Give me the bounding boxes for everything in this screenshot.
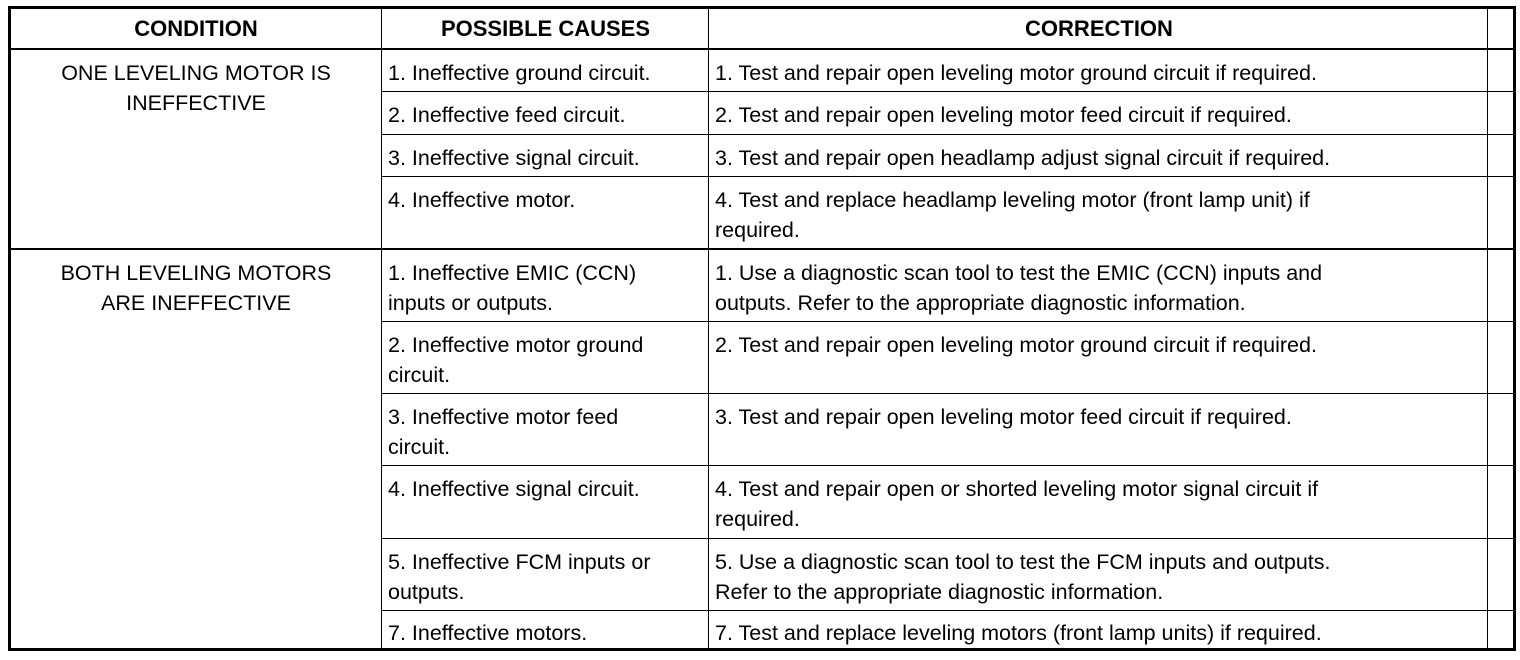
cause-cell (388, 618, 587, 648)
cause-line: 7. Ineffective motors. (388, 621, 588, 645)
correction-cell (715, 58, 1317, 88)
correction-cell (715, 330, 1317, 360)
cause-line: 1. Ineffective EMIC (CCN) (388, 261, 637, 285)
condition-line: BOTH LEVELING MOTORS (60, 261, 332, 285)
cause-line: 5. Ineffective FCM inputs or (388, 550, 651, 574)
cause-cell (388, 258, 636, 318)
cause-cell (388, 330, 643, 390)
correction-cell (715, 258, 1322, 318)
row-divider (382, 538, 1513, 539)
correction-cell (715, 143, 1330, 173)
correction-line: 5. Use a diagnostic scan tool to test the FCM inputs and outputs. (715, 550, 1331, 574)
correction-line: 1. Use a diagnostic scan tool to test the EMIC (CCN) inputs and (715, 261, 1323, 285)
cause-line: 3. Ineffective signal circuit. (388, 146, 640, 170)
cause-cell (388, 143, 640, 173)
correction-cell (715, 474, 1318, 534)
correction-line: required. (715, 507, 800, 531)
row-divider (382, 393, 1513, 394)
correction-cell (715, 185, 1310, 245)
cause-line: circuit. (388, 435, 451, 459)
row-divider (382, 176, 1513, 177)
correction-cell (715, 100, 1292, 130)
table-header (11, 9, 1513, 50)
cause-line: 2. Ineffective motor ground (388, 333, 644, 357)
correction-cell (715, 402, 1292, 432)
cause-line: 4. Ineffective signal circuit. (388, 477, 640, 501)
cause-cell (388, 402, 618, 462)
column-divider (1487, 9, 1488, 648)
correction-line: 4. Test and repair open or shorted leveling motor signal circuit if (715, 477, 1319, 501)
header-condition: CONDITION (134, 16, 258, 41)
column-divider (381, 9, 382, 648)
group-divider (11, 248, 1513, 250)
correction-line: 3. Test and repair open leveling motor feed circuit if required. (715, 405, 1292, 429)
correction-line: 1. Test and repair open leveling motor ground circuit if required. (715, 61, 1317, 85)
cause-line: circuit. (388, 363, 451, 387)
row-divider (382, 91, 1513, 92)
cause-cell (388, 58, 651, 88)
condition-cell (11, 58, 381, 118)
diagnosis-table (8, 6, 1516, 651)
correction-line: outputs. Refer to the appropriate diagnostic information. (715, 291, 1246, 315)
header-possible-causes: POSSIBLE CAUSES (440, 16, 651, 41)
column-divider (708, 9, 709, 648)
cause-line: inputs or outputs. (388, 291, 553, 315)
cause-line: 4. Ineffective motor. (388, 188, 576, 212)
cause-line: 3. Ineffective motor feed (388, 405, 619, 429)
row-divider (382, 465, 1513, 466)
cause-line: 1. Ineffective ground circuit. (388, 61, 651, 85)
correction-line: required. (715, 218, 800, 242)
cause-cell (388, 100, 625, 130)
correction-line: 2. Test and repair open leveling motor ground circuit if required. (715, 333, 1317, 357)
correction-line: 2. Test and repair open leveling motor feed circuit if required. (715, 103, 1292, 127)
row-divider (382, 134, 1513, 135)
correction-cell (715, 547, 1330, 607)
row-divider (382, 610, 1513, 611)
correction-line: Refer to the appropriate diagnostic information. (715, 580, 1164, 604)
condition-line: ONE LEVELING MOTOR IS (61, 61, 331, 85)
condition-line: INEFFECTIVE (126, 91, 266, 115)
correction-line: 4. Test and replace headlamp leveling motor (front lamp unit) if (715, 188, 1310, 212)
header-correction: CORRECTION (1025, 16, 1173, 41)
cause-cell (388, 474, 640, 504)
condition-line: ARE INEFFECTIVE (101, 291, 291, 315)
row-divider (382, 321, 1513, 322)
correction-cell (715, 618, 1322, 648)
correction-line: 3. Test and repair open headlamp adjust signal circuit if required. (715, 146, 1331, 170)
cause-line: outputs. (388, 580, 465, 604)
cause-cell (388, 185, 575, 215)
cause-line: 2. Ineffective feed circuit. (388, 103, 626, 127)
correction-line: 7. Test and replace leveling motors (front lamp units) if required. (715, 621, 1322, 645)
condition-cell (11, 258, 381, 318)
cause-cell (388, 547, 651, 607)
